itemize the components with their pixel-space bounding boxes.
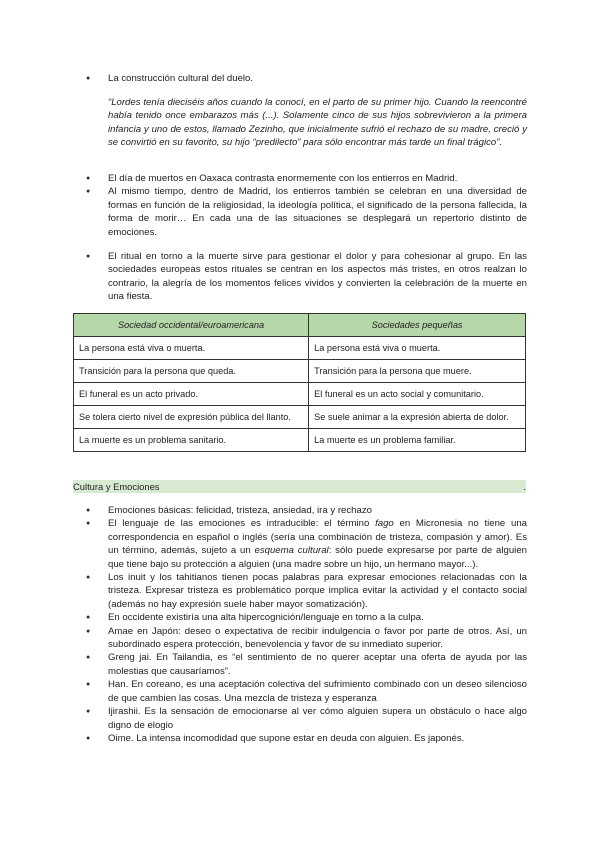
list-item: ● Emociones básicas: felicidad, tristeza, ansiedad, ira y rechazo <box>86 504 527 517</box>
list-item <box>86 517 527 571</box>
list-item: ● En occidente existiría una alta hipercognición/lenguaje en torno a la culpa. <box>86 611 527 624</box>
text-run: : sólo puede expresarse por parte de alguien que tiene bajo su protección a alguien (una madre sobre un hijo, un hermano mayor...). <box>108 545 527 570</box>
list-item: ● Amae en Japón: deseo o expectativa de recibir indulgencia o favor por parte de otros. Así, un subordinado espera protección, benevolencia y favor de su inmediato superior. <box>86 625 527 652</box>
table-row <box>74 383 526 406</box>
list-item: ● Han. En coreano, es una aceptación colectiva del sufrimiento combinado con un deseo silencioso de que cambien las cosas. Una mezcla de tristeza y esperanza <box>86 678 527 705</box>
list-item: ● La construcción cultural del duelo. <box>86 72 527 85</box>
table-cell: La muerte es un problema familiar. <box>309 429 526 452</box>
italic-term: fago <box>375 518 394 530</box>
italic-term: esquema cultural <box>254 545 329 557</box>
quote-paragraph: “Lordes tenía dieciséis años cuando la conocí, en el parto de su primer hijo. Cuando la reencontré había tenido once embarazos más (...). Solamente cinco de sus hijos sobrevivieron a la primera infancia y uno de estos, llamado Zezinho, que inicialmente sufrió el rechazo de su madre, creció y se convirtió en su favorito, su hijo “predilecto” para sólo encontrar más tarde un final trágico”. <box>108 97 527 149</box>
text-run: en Micronesia no tiene una correspondencia en español o inglés (sería una combinación de tristeza, compasión y amor). Es un término, además, sujeto a un <box>108 518 527 557</box>
table-cell: La persona está viva o muerta. <box>309 337 526 360</box>
text-run: El lenguaje de las emociones es intraducible: el término <box>108 518 376 530</box>
intro-list <box>86 72 527 85</box>
table-cell: Se tolera cierto nivel de expresión pública del llanto. <box>74 406 309 429</box>
table-cell: Se suele animar a la expresión abierta de dolor. <box>309 406 526 429</box>
table-cell: Transición para la persona que muere. <box>309 360 526 383</box>
section-heading <box>73 480 526 493</box>
bullet-list-a <box>86 172 527 239</box>
table-header: Sociedad occidental/euroamericana <box>74 314 309 337</box>
table-row <box>74 429 526 452</box>
list-item: ● Ijirashii. Es la sensación de emocionarse al ver cómo alguien supera un obstáculo o hace algo digno de elogio <box>86 705 527 732</box>
table-cell: El funeral es un acto privado. <box>74 383 309 406</box>
table-header: Sociedades pequeñas <box>309 314 526 337</box>
table-cell: Transición para la persona que queda. <box>74 360 309 383</box>
section-tail: . <box>523 481 526 492</box>
comparison-table <box>73 313 526 452</box>
bullet-list-b <box>86 250 527 304</box>
table-cell: El funeral es un acto social y comunitario. <box>309 383 526 406</box>
section-title: Cultura y Emociones <box>73 481 160 492</box>
table-cell: La muerte es un problema sanitario. <box>74 429 309 452</box>
list-item: ● El ritual en torno a la muerte sirve para gestionar el dolor y para cohesionar al grupo. En las sociedades europeas estos rituales se centran en los aspectos más tristes, en otros realzan lo contrario, la alegría de los momentos felices vividos y convierten la celebración de la muerte en una fiesta. <box>86 250 527 304</box>
emotions-list <box>86 504 527 745</box>
list-item: ● El día de muertos en Oaxaca contrasta enormemente con los entierros en Madrid. <box>86 172 527 185</box>
list-item: ● Greng jai. En Tailandia, es “el sentimiento de no querer aceptar una oferta de ayuda por las molestias que causaríamos”. <box>86 651 527 678</box>
table-cell: La persona está viva o muerta. <box>74 337 309 360</box>
list-item: ● Al mismo tiempo, dentro de Madrid, los entierros también se celebran en una diversidad de formas en función de la religiosidad, la ideología política, el significado de la persona fallecida, la forma de morir… En cada una de las situaciones se desplegará un repertorio distinto de emociones. <box>86 185 527 239</box>
list-item: ● Oime. La intensa incomodidad que supone estar en deuda con alguien. Es japonés. <box>86 732 527 745</box>
table-row <box>74 406 526 429</box>
list-item: ● Los inuit y los tahitianos tienen pocas palabras para expresar emociones relacionadas con la tristeza. Expresar tristeza es problemático porque implica evitar la actividad y el contacto social (además no hay expresión suele haber mayor somatización). <box>86 571 527 611</box>
table-row <box>74 360 526 383</box>
table-header-row <box>74 314 526 337</box>
table-row <box>74 337 526 360</box>
